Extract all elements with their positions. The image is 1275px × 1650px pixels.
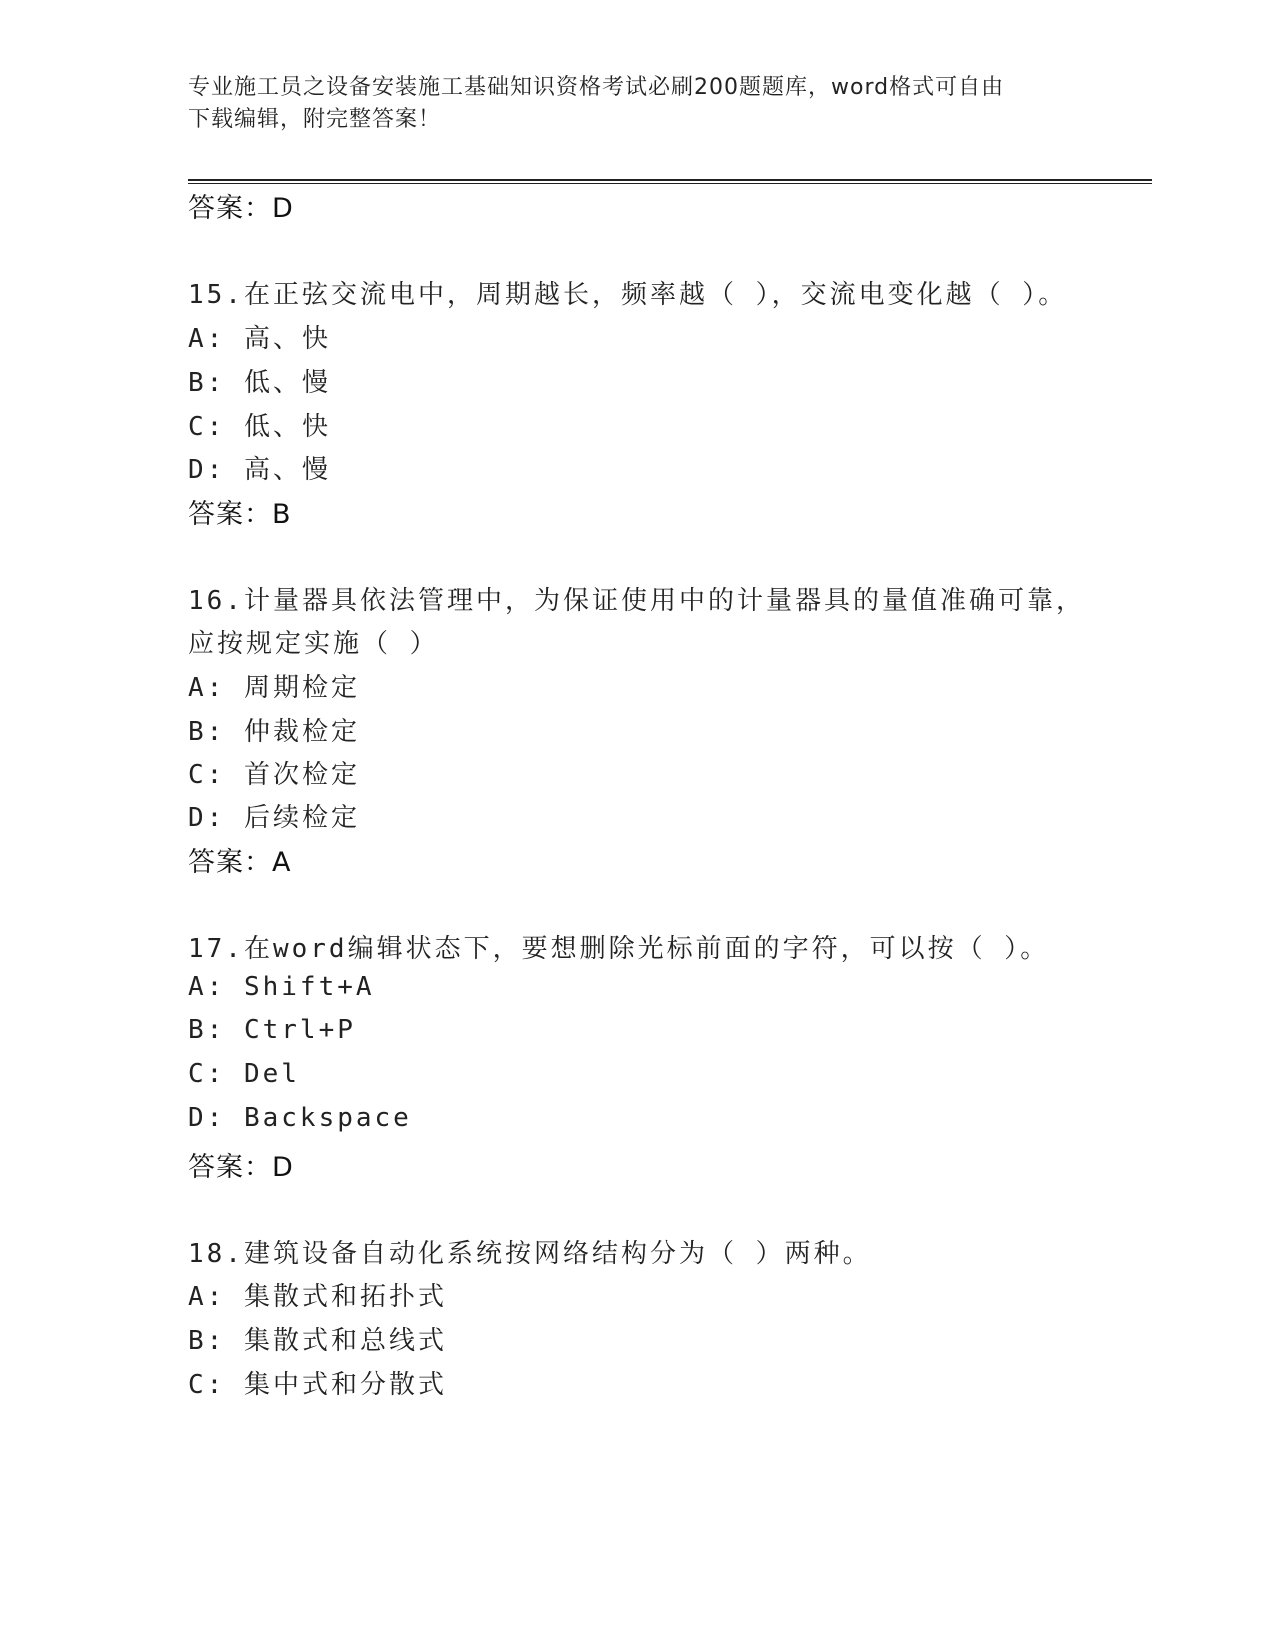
- option-a: A: 高、快: [188, 324, 331, 354]
- option-b: B: 低、慢: [188, 368, 331, 398]
- question-stem: 17.在word编辑状态下，要想删除光标前面的字符，可以按（ ）。: [188, 934, 1050, 964]
- answer-line: 答案：D: [188, 193, 294, 224]
- header-line-2: 下载编辑，附完整答案！: [188, 107, 442, 132]
- option-d: D: 后续检定: [188, 803, 360, 833]
- header-rule-thin: [188, 183, 1152, 184]
- answer-line: 答案：B: [188, 499, 292, 530]
- option-d: D: 高、慢: [188, 455, 331, 485]
- option-d: D: Backspace: [188, 1103, 412, 1133]
- option-c: C: Del: [188, 1059, 300, 1089]
- option-a: A: Shift+A: [188, 972, 375, 1002]
- question-stem: 15.在正弦交流电中，周期越长，频率越（ ），交流电变化越（ ）。: [188, 280, 1068, 310]
- option-c: C: 低、快: [188, 412, 331, 442]
- option-a: A: 周期检定: [188, 673, 360, 703]
- answer-line: 答案：A: [188, 847, 292, 878]
- question-stem: 16.计量器具依法管理中，为保证使用中的计量器具的量值准确可靠，: [188, 586, 1085, 616]
- option-b: B: 集散式和总线式: [188, 1326, 447, 1356]
- option-a: A: 集散式和拓扑式: [188, 1282, 447, 1312]
- question-stem-continued: 应按规定实施（ ）: [188, 629, 439, 659]
- document-header: [188, 72, 1068, 136]
- option-b: B: Ctrl+P: [188, 1015, 356, 1045]
- question-stem: 18.建筑设备自动化系统按网络结构分为（ ）两种。: [188, 1239, 872, 1269]
- option-c: C: 集中式和分散式: [188, 1370, 447, 1400]
- answer-line: 答案：D: [188, 1152, 294, 1183]
- header-rule-thick: [188, 179, 1152, 181]
- header-line-1: 专业施工员之设备安装施工基础知识资格考试必刷200题题库，word格式可自由: [188, 75, 1005, 100]
- option-c: C: 首次检定: [188, 760, 360, 790]
- option-b: B: 仲裁检定: [188, 717, 360, 747]
